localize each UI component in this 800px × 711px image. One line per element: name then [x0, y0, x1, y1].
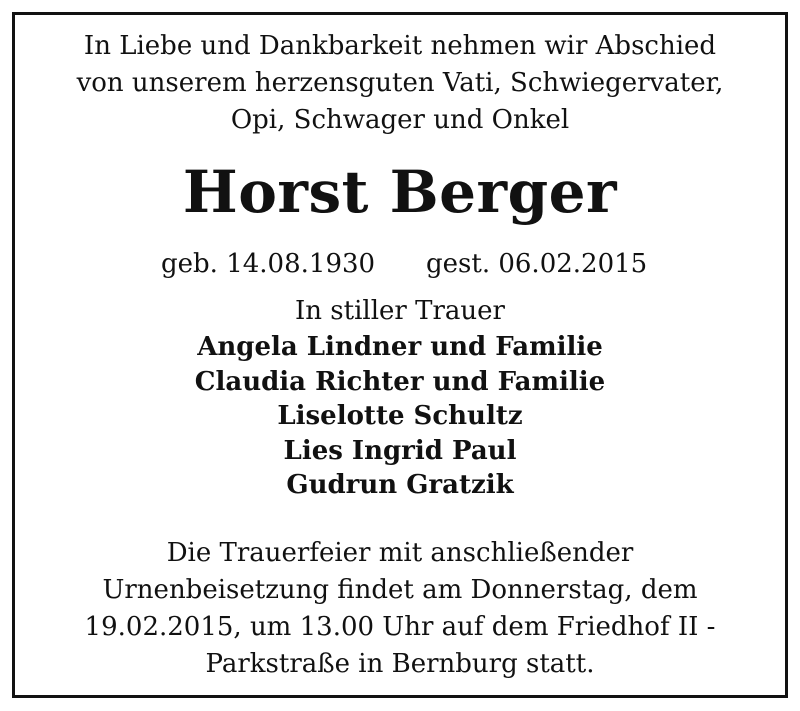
ceremony-line: Parkstraße in Bernburg statt. [205, 649, 595, 679]
mourner-name: Gudrun Gratzik [286, 470, 514, 500]
intro-line: In Liebe und Dankbarkeit nehmen wir Abschied [83, 31, 717, 61]
ceremony-text [0, 535, 800, 683]
death-date: gest. 06.02.2015 [426, 249, 648, 279]
mourner-list [0, 330, 800, 503]
intro-text [0, 28, 800, 139]
ceremony-line: Die Trauerfeier mit anschließender [166, 538, 634, 568]
intro-line: Opi, Schwager und Onkel [230, 105, 570, 135]
mourning-heading: In stiller Trauer [295, 296, 505, 326]
mourner-name: Claudia Richter und Familie [194, 366, 606, 397]
intro-line: von unserem herzensguten Vati, Schwiegervater, [76, 68, 724, 98]
ceremony-line: Urnenbeisetzung findet am Donnerstag, dem [102, 575, 698, 605]
birth-date: geb. 14.08.1930 [161, 249, 376, 279]
ceremony-line: 19.02.2015, um 13.00 Uhr auf dem Friedhof II - [84, 612, 716, 642]
mourner-name: Liselotte Schultz [277, 401, 523, 431]
mourner-name: Angela Lindner und Familie [197, 332, 603, 362]
mourner-name: Lies Ingrid Paul [283, 435, 517, 466]
deceased-name: Horst Berger [182, 158, 618, 226]
